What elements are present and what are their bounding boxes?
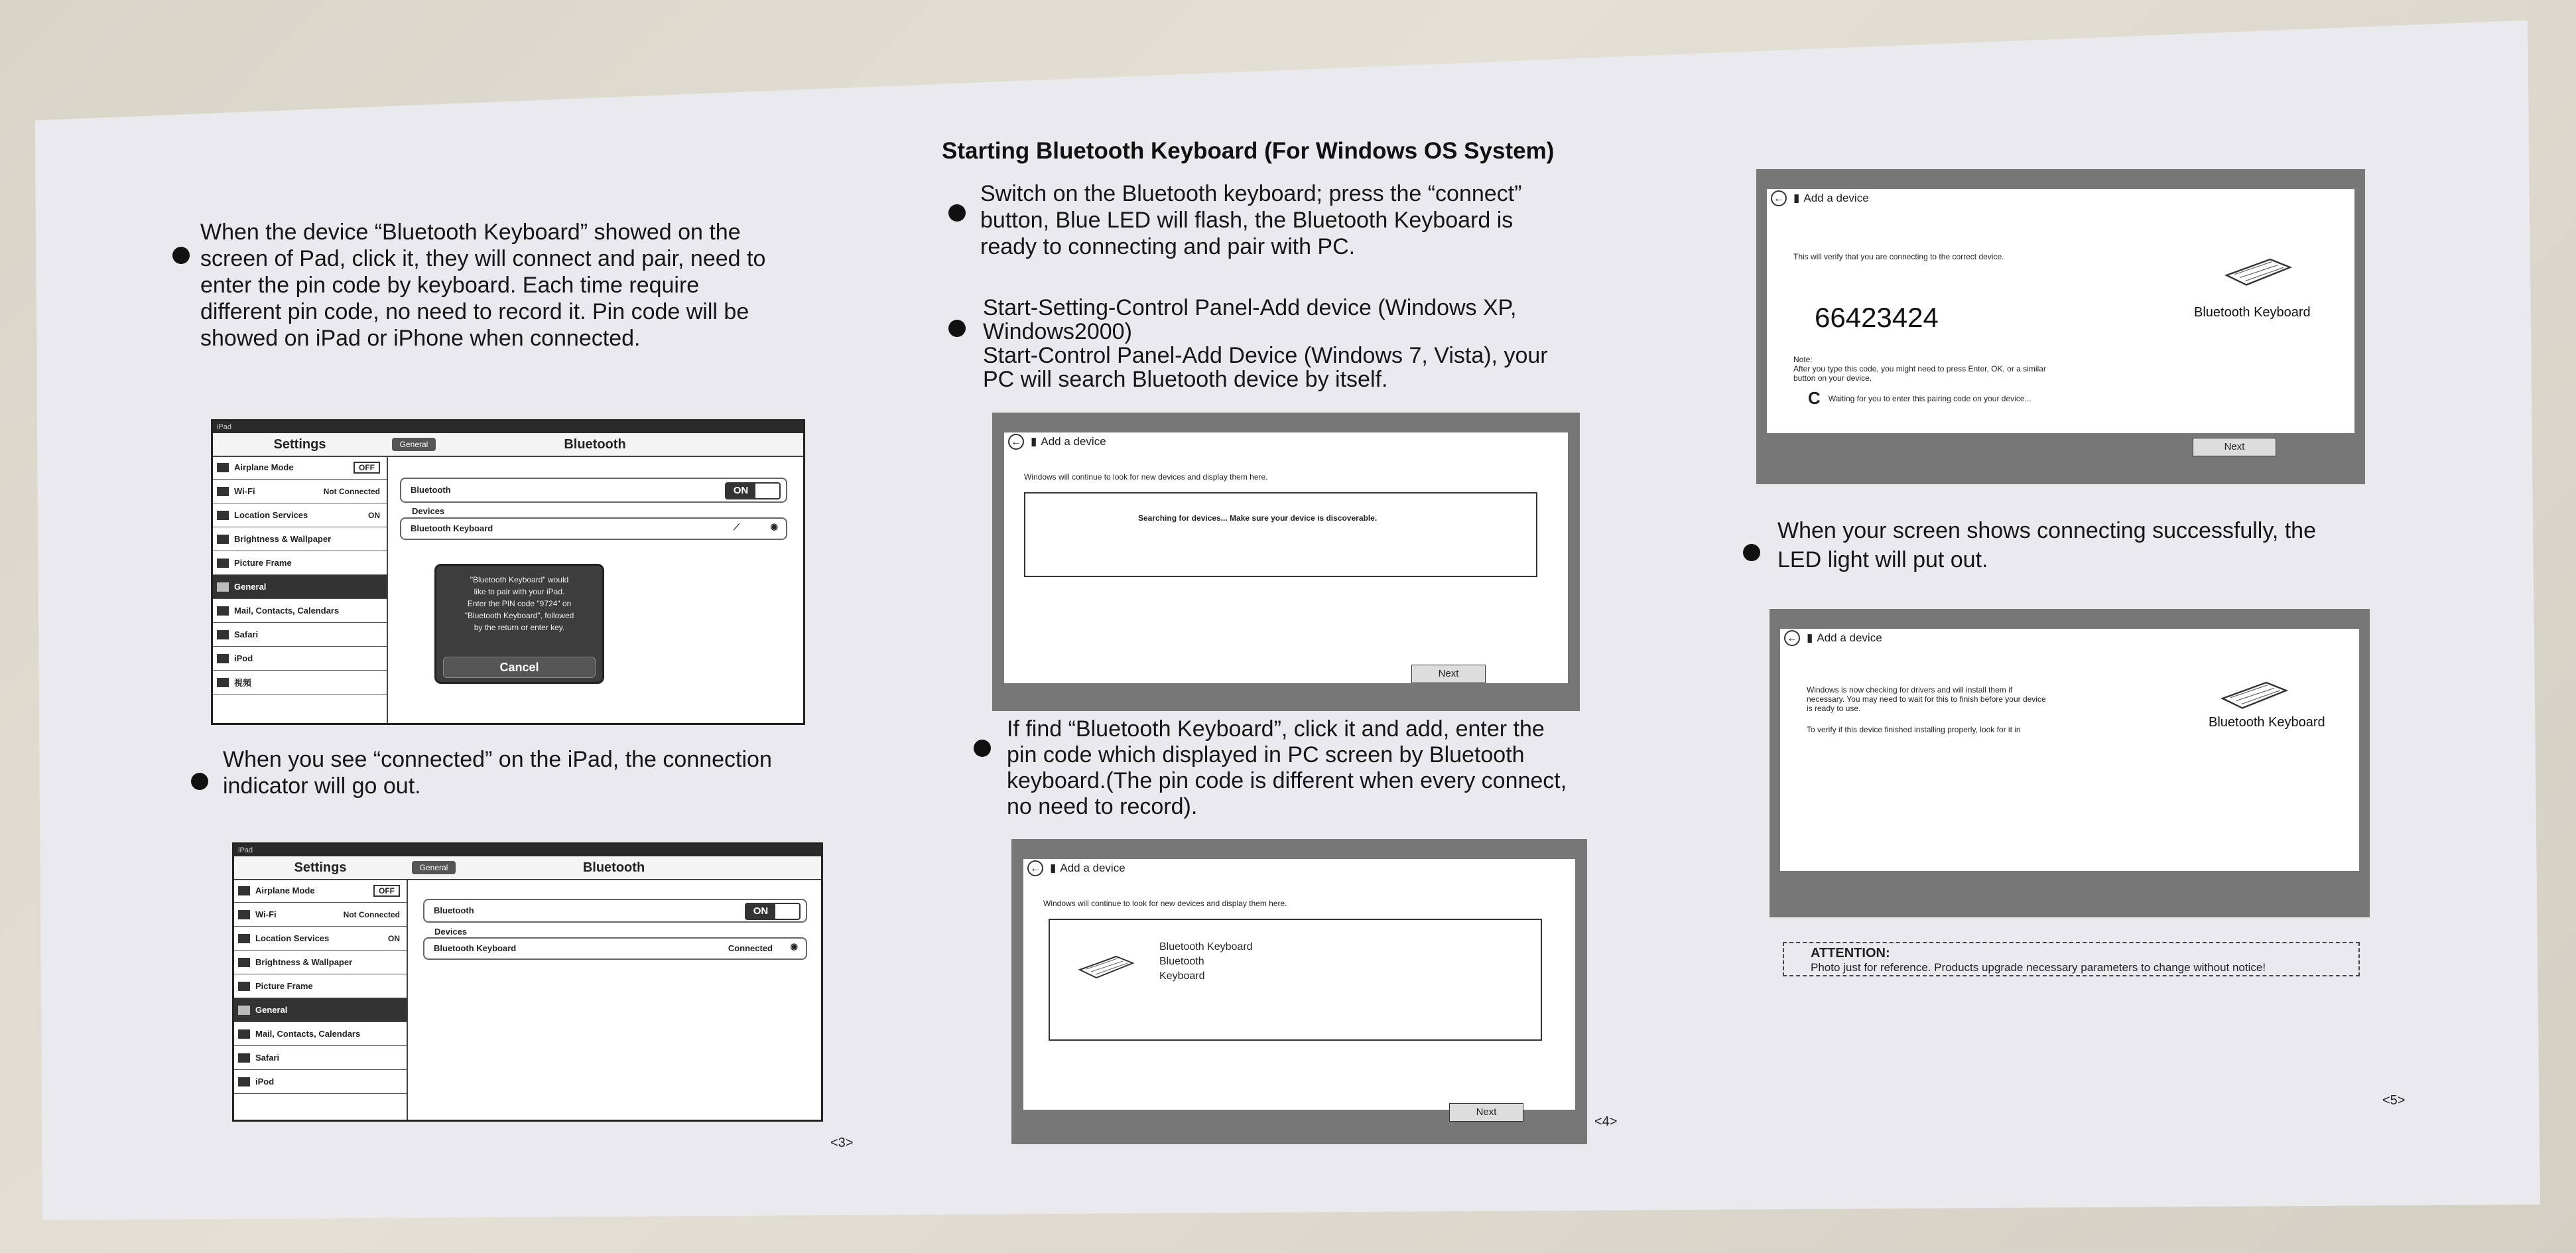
dialog-instruction: Windows will continue to look for new devices and display them here. — [1024, 472, 1268, 482]
device-name-line: Bluetooth Keyboard — [1159, 941, 1253, 953]
text-line: Start-Control Panel-Add Device (Windows 7, Vista), your — [983, 343, 1548, 368]
bullet-icon — [974, 740, 991, 757]
settings-row-safari[interactable] — [213, 623, 387, 647]
settings-list — [213, 456, 388, 723]
airplane-toggle[interactable]: OFF — [373, 885, 400, 897]
dialog-body — [1004, 432, 1568, 683]
row-label: Mail, Contacts, Calendars — [255, 1029, 361, 1039]
row-label: iPod — [234, 653, 253, 663]
text-line: button, Blue LED will flash, the Bluetooth Keyboard is — [980, 208, 1513, 233]
settings-row-mail[interactable] — [234, 1022, 407, 1046]
keyboard-icon — [2218, 679, 2291, 710]
page3-paragraph-1 — [200, 219, 765, 352]
picture-frame-icon — [217, 559, 229, 568]
text-line: enter the pin code by keyboard. Each time require — [200, 273, 700, 298]
text-line: indicator will go out. — [223, 773, 421, 799]
airplane-toggle[interactable]: OFF — [354, 462, 380, 474]
settings-row-picture-frame[interactable] — [213, 551, 387, 575]
bluetooth-device-icon: ▮ — [1807, 631, 1813, 644]
page-number-3: <3> — [830, 1136, 854, 1150]
dialog-title: Add a device — [1041, 435, 1106, 448]
note-line: After you type this code, you might need to press Enter, OK, or a similar — [1793, 364, 2046, 373]
bullet-icon — [1743, 544, 1760, 561]
text-line: screen of Pad, click it, they will connect and pair, need to — [200, 246, 766, 271]
bluetooth-toggle-group — [400, 478, 787, 503]
text-line: necessary. You may need to wait for this to finish before your device — [1807, 694, 2046, 704]
settings-row-brightness[interactable] — [234, 951, 407, 974]
waiting-text: Waiting for you to enter this pairing code on your device... — [1828, 393, 2031, 403]
row-label: General — [255, 1005, 288, 1015]
bullet-icon — [172, 247, 190, 264]
device-status: Connected — [728, 943, 773, 953]
next-button[interactable]: Next — [1411, 665, 1486, 683]
row-label: Safari — [234, 629, 259, 639]
general-back-button[interactable]: General — [412, 861, 456, 874]
dialog-body — [1767, 189, 2354, 433]
device-row[interactable] — [400, 517, 787, 540]
bluetooth-title: Bluetooth — [564, 437, 626, 452]
text-line: showed on iPad or iPhone when connected. — [200, 326, 641, 351]
dialog-titlebar — [1008, 434, 1106, 450]
text-line: pin code which displayed in PC screen by Bluetooth — [1007, 742, 1525, 767]
alert-line: like to pair with your iPad. — [474, 587, 565, 596]
page4-heading: Starting Bluetooth Keyboard (For Windows OS System) — [942, 138, 1555, 164]
bluetooth-label: Bluetooth — [434, 905, 474, 915]
dialog-title: Add a device — [1817, 631, 1882, 644]
alert-line: "Bluetooth Keyboard", followed — [464, 611, 574, 620]
text-line: Switch on the Bluetooth keyboard; press the “connect” — [980, 181, 1522, 206]
device-name: Bluetooth Keyboard — [2209, 715, 2325, 730]
bluetooth-device-icon: ▮ — [1031, 435, 1037, 448]
airplane-icon — [238, 886, 250, 895]
text-line: keyboard.(The pin code is different when every connect, — [1007, 768, 1567, 793]
bullet-icon — [191, 773, 208, 790]
dialog-title: Add a device — [1060, 862, 1126, 874]
text-line: different pin code, no need to record it. Pin code will be — [200, 299, 749, 324]
dialog-title: Add a device — [1803, 192, 1869, 204]
settings-row-general[interactable] — [213, 575, 387, 599]
bluetooth-toggle-group — [423, 899, 807, 923]
settings-row-brightness[interactable] — [213, 527, 387, 551]
dialog-titlebar — [1784, 630, 1882, 646]
mail-icon — [238, 1029, 250, 1039]
text-line: When the device “Bluetooth Keyboard” showed on the — [200, 220, 741, 245]
device-category-line: Keyboard — [1159, 970, 1205, 982]
add-device-found-dialog — [1011, 839, 1587, 1144]
device-name: Bluetooth Keyboard — [434, 943, 517, 953]
row-label: Airplane Mode — [234, 462, 294, 472]
devices-label: Devices — [434, 927, 468, 937]
settings-row-safari[interactable] — [234, 1046, 407, 1070]
ipod-icon — [217, 654, 229, 663]
add-device-installing-dialog — [1770, 609, 2370, 917]
add-device-pin-dialog — [1756, 169, 2365, 484]
found-device-entry[interactable] — [1159, 940, 1253, 984]
devices-label: Devices — [412, 506, 445, 516]
back-arrow-icon[interactable]: ← — [1771, 190, 1787, 206]
bluetooth-header — [387, 433, 803, 457]
airplane-icon — [217, 463, 229, 472]
ipad-pairing-screenshot — [211, 419, 805, 725]
gear-icon — [217, 582, 229, 592]
add-device-searching-dialog — [992, 413, 1580, 711]
bullet-icon — [948, 320, 966, 337]
text-line: When your screen shows connecting successfully, the — [1777, 518, 2316, 543]
row-value: Not Connected — [343, 909, 400, 919]
progress-spinner-icon: C — [1808, 388, 1821, 408]
settings-row-airplane[interactable] — [234, 879, 407, 903]
verify-instruction: This will verify that you are connecting to the correct device. — [1793, 252, 2004, 261]
cancel-button[interactable]: Cancel — [443, 657, 596, 678]
general-back-button[interactable]: General — [392, 438, 436, 451]
next-button[interactable]: Next — [2193, 438, 2276, 456]
wifi-icon — [238, 910, 250, 919]
switch-state: ON — [746, 904, 775, 919]
attention-text: Photo just for reference. Products upgrade necessary parameters to change without notice! — [1811, 961, 2266, 974]
row-label: 視頻 — [234, 678, 252, 688]
text-line: Windows2000) — [983, 319, 1132, 344]
settings-row-wifi[interactable] — [234, 903, 407, 927]
text-line: PC will search Bluetooth device by itself. — [983, 367, 1388, 392]
row-label: General — [234, 582, 267, 592]
settings-title: Settings — [234, 856, 407, 880]
text-line: If find “Bluetooth Keyboard”, click it and add, enter the — [1007, 716, 1545, 742]
dialog-titlebar — [1027, 860, 1126, 876]
dialog-titlebar — [1771, 190, 1869, 206]
attention-title: ATTENTION: — [1811, 946, 1890, 960]
page4-bullet-3 — [1007, 716, 1567, 820]
page4-bullet-2 — [983, 296, 1548, 391]
alert-line: "Bluetooth Keyboard" would — [470, 575, 569, 584]
searching-status: Searching for devices... Make sure your device is discoverable. — [1138, 513, 1378, 523]
detail-disclosure-icon[interactable]: ◉ — [770, 521, 778, 531]
back-arrow-icon[interactable]: ← — [1008, 434, 1024, 450]
status-bar: iPad — [234, 844, 821, 856]
settings-row-location[interactable] — [234, 927, 407, 951]
attention-box — [1783, 942, 2360, 976]
device-name: Bluetooth Keyboard — [411, 523, 493, 533]
row-label: Wi-Fi — [255, 909, 277, 919]
bluetooth-device-icon: ▮ — [1793, 192, 1800, 204]
page-number-5: <5> — [2382, 1093, 2406, 1108]
row-value: Not Connected — [323, 486, 380, 496]
row-label: Wi-Fi — [234, 486, 255, 496]
settings-row-ipod[interactable] — [234, 1070, 407, 1094]
bluetooth-title: Bluetooth — [582, 860, 645, 875]
spinner-icon: ⟋ — [733, 522, 740, 532]
row-label: Picture Frame — [255, 981, 313, 991]
row-value: ON — [388, 933, 400, 943]
settings-list — [234, 879, 408, 1120]
page5-bullet-1 — [1777, 516, 2316, 574]
note-line: button on your device. — [1793, 373, 1872, 383]
device-row[interactable] — [423, 937, 807, 960]
text-line: Start-Setting-Control Panel-Add device (Windows XP, — [983, 295, 1517, 320]
device-name: Bluetooth Keyboard — [2194, 305, 2311, 320]
text-line: LED light will put out. — [1777, 547, 1988, 572]
back-arrow-icon[interactable]: ← — [1027, 860, 1043, 876]
text-line: ready to connecting and pair with PC. — [980, 234, 1356, 259]
bluetooth-header — [407, 856, 821, 880]
row-label: iPod — [255, 1077, 275, 1087]
keyboard-icon — [1076, 953, 1136, 980]
safari-icon — [217, 630, 229, 639]
note-text — [1793, 364, 2046, 383]
row-label: Brightness & Wallpaper — [234, 534, 332, 544]
row-label: Safari — [255, 1053, 280, 1063]
brightness-icon — [238, 958, 250, 967]
ipod-icon — [238, 1077, 250, 1087]
settings-row-location[interactable] — [213, 503, 387, 527]
dialog-body — [1023, 859, 1575, 1110]
text-line: When you see “connected” on the iPad, the connection — [223, 747, 772, 772]
bluetooth-switch[interactable] — [725, 482, 781, 499]
bluetooth-label: Bluetooth — [411, 485, 451, 495]
text-line: no need to record). — [1007, 794, 1198, 819]
text-line: Windows is now checking for drivers and will install them if — [1807, 685, 2013, 694]
device-list-box — [1049, 919, 1542, 1041]
device-type-line: Bluetooth — [1159, 956, 1204, 967]
safari-icon — [238, 1053, 250, 1063]
picture-frame-icon — [238, 982, 250, 991]
settings-row-mail[interactable] — [213, 599, 387, 623]
dialog-body — [1780, 629, 2359, 871]
status-bar: iPad — [213, 421, 803, 433]
location-icon — [238, 934, 250, 943]
text-line: is ready to use. — [1807, 704, 1861, 713]
detail-disclosure-icon[interactable]: ◉ — [790, 941, 798, 951]
row-label: Location Services — [255, 933, 330, 943]
wifi-icon — [217, 487, 229, 496]
settings-row-picture-frame[interactable] — [234, 974, 407, 998]
settings-row-video[interactable] — [213, 671, 387, 694]
settings-row-ipod[interactable] — [213, 647, 387, 671]
gear-icon — [238, 1006, 250, 1015]
page4-bullet-1 — [980, 180, 1521, 260]
verify-text: To verify if this device finished installing properly, look for it in — [1807, 725, 2021, 734]
pin-code: 66423424 — [1815, 302, 1939, 333]
note-title: Note: — [1793, 355, 1813, 364]
mail-icon — [217, 606, 229, 616]
location-icon — [217, 511, 229, 520]
alert-line: by the return or enter key. — [474, 623, 565, 632]
keyboard-icon — [2222, 255, 2295, 287]
settings-row-airplane[interactable] — [213, 456, 387, 480]
installing-text — [1807, 685, 2046, 713]
bullet-icon — [948, 204, 966, 222]
waiting-status — [1808, 388, 2031, 409]
page-number-4: <4> — [1594, 1114, 1618, 1129]
row-label: Brightness & Wallpaper — [255, 957, 353, 967]
pairing-alert — [434, 564, 604, 684]
switch-state: ON — [726, 484, 755, 498]
back-arrow-icon[interactable]: ← — [1784, 630, 1800, 646]
page3-paragraph-2 — [223, 746, 772, 799]
next-button[interactable]: Next — [1449, 1103, 1523, 1122]
brightness-icon — [217, 535, 229, 544]
settings-row-wifi[interactable] — [213, 480, 387, 503]
row-label: Location Services — [234, 510, 308, 520]
settings-title: Settings — [213, 433, 387, 457]
video-icon — [217, 678, 229, 687]
alert-line: Enter the PIN code "9724" on — [467, 599, 572, 608]
row-label: Mail, Contacts, Calendars — [234, 606, 340, 616]
row-label: Picture Frame — [234, 558, 292, 568]
settings-row-general[interactable] — [234, 998, 407, 1022]
row-value: ON — [368, 510, 380, 520]
device-list-box — [1024, 492, 1537, 577]
dialog-instruction: Windows will continue to look for new devices and display them here. — [1043, 899, 1287, 908]
bluetooth-switch[interactable] — [745, 903, 801, 920]
row-label: Airplane Mode — [255, 886, 315, 895]
bluetooth-device-icon: ▮ — [1050, 862, 1057, 874]
ipad-connected-screenshot — [232, 842, 823, 1122]
